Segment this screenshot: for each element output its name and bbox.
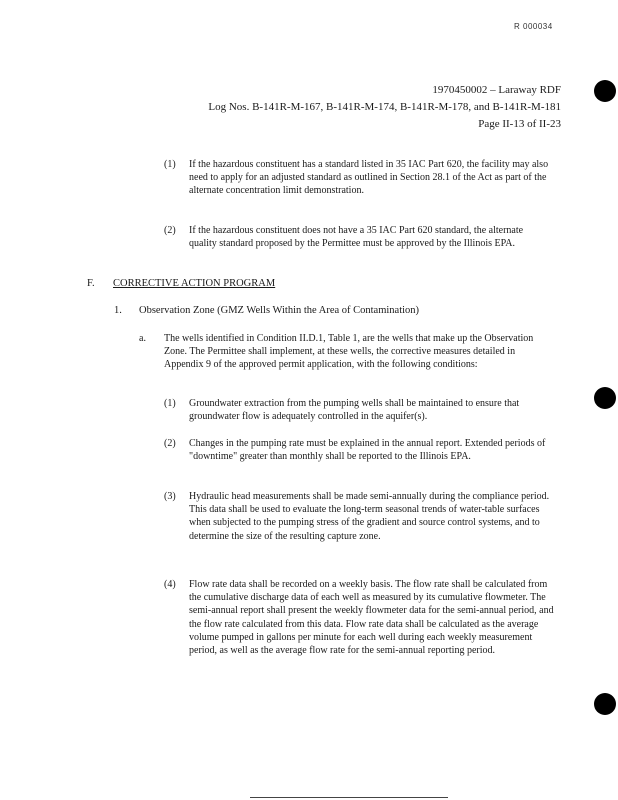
header-facility-id: 1970450002 – Laraway RDF	[432, 84, 561, 96]
section-title: CORRECTIVE ACTION PROGRAM	[113, 278, 276, 289]
paragraph-letter: a.	[139, 333, 146, 344]
condition-text: Groundwater extraction from the pumping wells shall be maintained to ensure that groundwater flow is adequately controlled in the aquifer(s).	[189, 398, 520, 423]
punch-hole-mark	[594, 80, 616, 102]
bates-number: R 000034	[514, 22, 553, 31]
section-letter: F.	[87, 278, 95, 289]
condition-text: Hydraulic head measurements shall be made semi-annually during the compliance period. This data shall be used to evaluate the long-term seasonal trends of water-table surfaces when subjected to the pumping stress of the gradient and source control systems, and to determine the size of the resulting capture zone.	[189, 491, 550, 542]
header-log-numbers: Log Nos. B-141R-M-167, B-141R-M-174, B-141R-M-178, and B-141R-M-181	[208, 101, 561, 113]
subsection-number: 1.	[114, 305, 122, 316]
condition-text: Changes in the pumping rate must be explained in the annual report. Extended periods of "downtime" greater than monthly shall be reported to the Illinois EPA.	[189, 438, 546, 463]
condition-number: (2)	[164, 438, 176, 449]
punch-hole-mark	[594, 693, 616, 715]
item-number: (2)	[164, 225, 176, 236]
item-text: If the hazardous constituent does not have a 35 IAC Part 620 standard, the alternate quality standard proposed by the Permittee must be approved by the Illinois EPA.	[189, 225, 524, 250]
bottom-rule-line	[250, 797, 448, 798]
item-text: If the hazardous constituent has a standard listed in 35 IAC Part 620, the facility may also need to apply for an adjusted standard as outlined in Section 28.1 of the Act as part of the alternate concentration limit demonstration.	[189, 159, 549, 197]
condition-number: (3)	[164, 491, 176, 502]
punch-hole-mark	[594, 387, 616, 409]
condition-number: (1)	[164, 398, 176, 409]
condition-text: Flow rate data shall be recorded on a weekly basis. The flow rate shall be calculated from the cumulative discharge data of each well as measured by its cumulative flowmeter. The semi-annual report shall present the weekly flowmeter data for the semi-annual period, and the flow rate calculated from this data. Flow rate data shall be calculated as the average volume pumped in gallons per minute for each well during each weekly measurement period, as well as the average flow rate for the semi-annual reporting period.	[189, 579, 554, 657]
subsection-title: Observation Zone (GMZ Wells Within the Area of Contamination)	[139, 305, 420, 316]
item-number: (1)	[164, 159, 176, 170]
header-page-number: Page II-13 of II-23	[478, 118, 561, 130]
paragraph-text: The wells identified in Condition II.D.1, Table 1, are the wells that make up the Observation Zone. The Permittee shall implement, at these wells, the corrective measures detailed in Appendix 9 of the approved permit application, with the following conditions:	[164, 333, 534, 371]
condition-number: (4)	[164, 579, 176, 590]
